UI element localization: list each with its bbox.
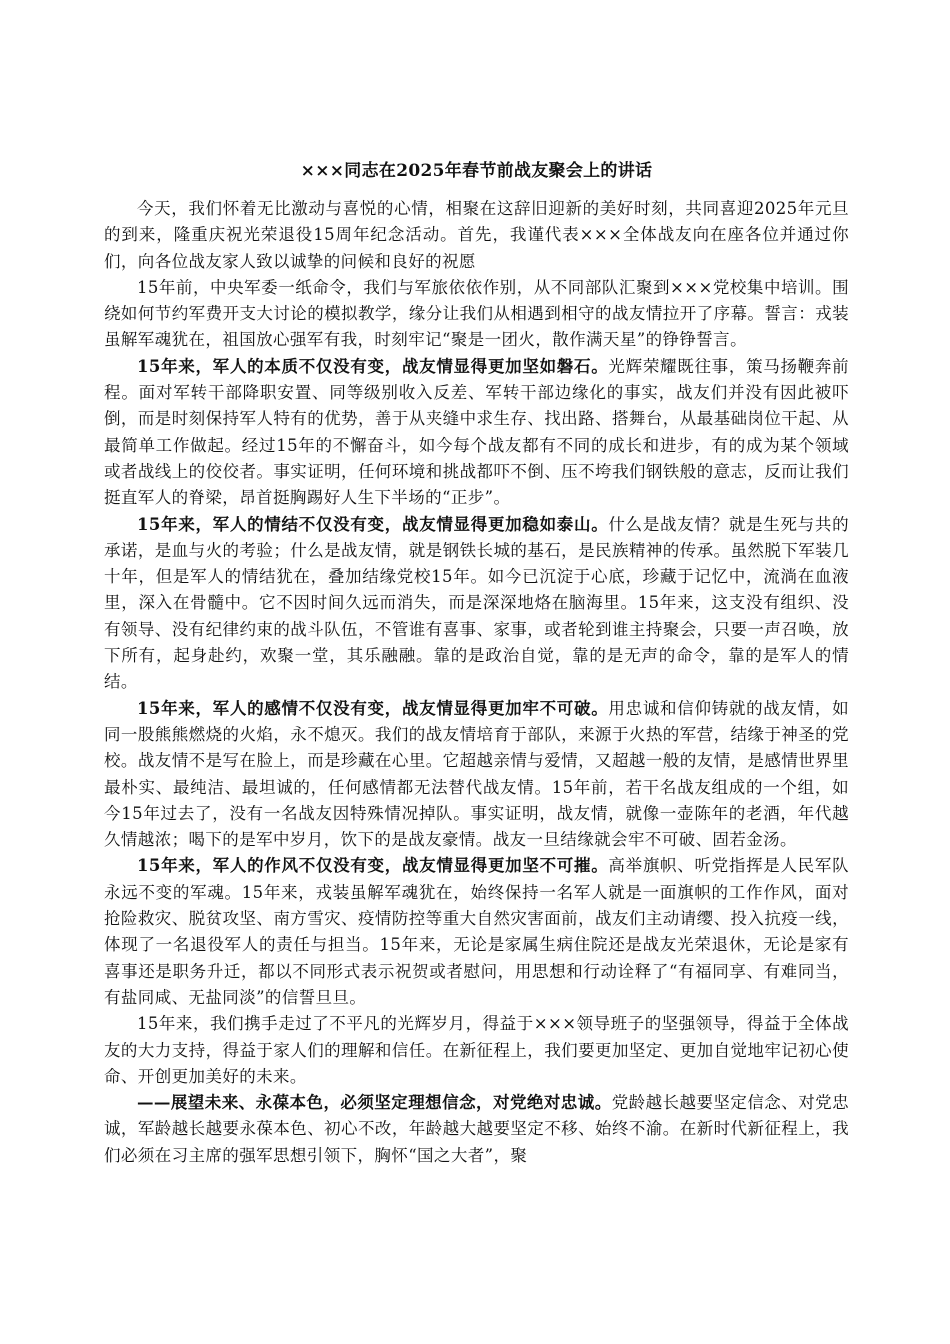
page-title: ×××同志在2025年春节前战友聚会上的讲话 [300, 161, 653, 181]
paragraph-text: 用忠诚和信仰铸就的战友情，如同一股熊熊燃烧的火焰，永不熄灭。我们的战友情培育于部队，来源于火热的军营，结缘于神圣的党校。战友情不是写在脸上，而是珍藏在心里。它超越亲情与爱情，又超越一般的友情，是感情世界里最朴实、最纯洁、最坦诚的，任何感情都无法替代战友情。15年前，若干名战友组成的一个组，如今15年过去了，没有一名战友因特殊情况掉队。事实证明，战友情，就像一壶陈年的老酒，年代越久情越浓；喝下的是军中岁月，饮下的是战友豪情。战友一旦结缘就会牢不可破、固若金汤。 [104, 698, 849, 850]
paragraph-lead: 15年来，军人的感情不仅没有变，战友情显得更加牢不可破。 [137, 698, 609, 718]
paragraph-7 [104, 1011, 849, 1090]
paragraph-text: 光辉荣耀既往事，策马扬鞭奔前程。面对军转干部降职安置、同等级别收入反差、军转干部边缘化的事实，战友们并没有因此被吓倒，而是时刻保持军人特有的优势，善于从夹缝中求生存、找出路、搭舞台，从最基础岗位干起、从最简单工作做起。经过15年的不懈奋斗，如今每个战友都有不同的成长和进步，有的成为某个领域或者战线上的佼佼者。事实证明，任何环境和挑战都吓不倒、压不垮我们钢铁般的意志，反而让我们挺直军人的脊梁，昂首挺胸踢好人生下半场的“正步”。 [104, 356, 849, 508]
paragraph-text: 党龄越长越要坚定信念、对党忠诚，军龄越长越要永葆本色、初心不改，年龄越大越要坚定不移、始终不渝。在新时代新征程上，我们必须在习主席的强军思想引领下，胸怀“国之大者”，聚 [104, 1093, 849, 1165]
paragraph-text: 什么是战友情？就是生死与共的承诺，是血与火的考验；什么是战友情，就是钢铁长城的基石，是民族精神的传承。虽然脱下军装几十年，但是军人的情结犹在，叠加结缘党校15年。如今已沉淀于心底，珍藏于记忆中，流淌在血液里，深入在骨髓中。它不因时间久远而消失，而是深深地烙在脑海里。15年来，这支没有组织、没有领导、没有纪律约束的战斗队伍，不管谁有喜事、家事，或者轮到谁主持聚会，只要一声召唤，放下所有，起身赴约，欢聚一堂，其乐融融。靠的是政治自觉，靠的是无声的命令，靠的是军人的情结。 [104, 514, 849, 692]
paragraph-4 [104, 512, 849, 696]
paragraph-lead: 15年来，军人的本质不仅没有变，战友情显得更加坚如磐石。 [137, 356, 609, 376]
paragraph-6 [104, 853, 849, 1011]
paragraph-lead: ——展望未来、永葆本色，必须坚定理想信念，对党绝对忠诚。 [137, 1093, 612, 1113]
paragraph-text: 15年前，中央军委一纸命令，我们与军旅依依作别，从不同部队汇聚到×××党校集中培训。围绕如何节约军费开支大讨论的模拟教学，缘分让我们从相遇到相守的战友情拉开了序幕。誓言：戎装虽解军魂犹在，祖国放心强军有我，时刻牢记“聚是一团火，散作满天星”的铮铮誓言。 [104, 277, 849, 350]
paragraph-8 [104, 1090, 849, 1169]
paragraph-text: 15年来，我们携手走过了不平凡的光辉岁月，得益于×××领导班子的坚强领导，得益于全体战友的大力支持，得益于家人们的理解和信任。在新征程上，我们要更加坚定、更加自觉地牢记初心使命、开创更加美好的未来。 [104, 1014, 849, 1086]
paragraph-2 [104, 275, 849, 354]
paragraph-5 [104, 696, 849, 854]
paragraph-lead: 15年来，军人的作风不仅没有变，战友情显得更加坚不可摧。 [137, 856, 609, 876]
document-body [104, 158, 849, 1169]
paragraph-3 [104, 354, 849, 512]
paragraph-text: 今天，我们怀着无比激动与喜悦的心情，相聚在这辞旧迎新的美好时刻，共同喜迎2025年元旦的到来，隆重庆祝光荣退役15周年纪念活动。首先，我谨代表×××全体战友向在座各位并通过你们，向各位战友家人致以诚挚的问候和良好的祝愿 [104, 199, 849, 271]
paragraph-text: 高举旗帜、听党指挥是人民军队永远不变的军魂。15年来，戎装虽解军魂犹在，始终保持一名军人就是一面旗帜的工作作风，面对抢险救灾、脱贫攻坚、南方雪灾、疫情防控等重大自然灾害面前，战友们主动请缨、投入抗疫一线，体现了一名退役军人的责任与担当。15年来，无论是家属生病住院还是战友光荣退休，无论是家有喜事还是职务升迁，都以不同形式表示祝贺或者慰问，用思想和行动诠释了“有福同享、有难同当，有盐同咸、无盐同淡”的信誓旦旦。 [104, 856, 849, 1007]
paragraph-lead: 15年来，军人的情结不仅没有变，战友情显得更加稳如泰山。 [137, 514, 609, 534]
paragraph-1 [104, 196, 849, 275]
